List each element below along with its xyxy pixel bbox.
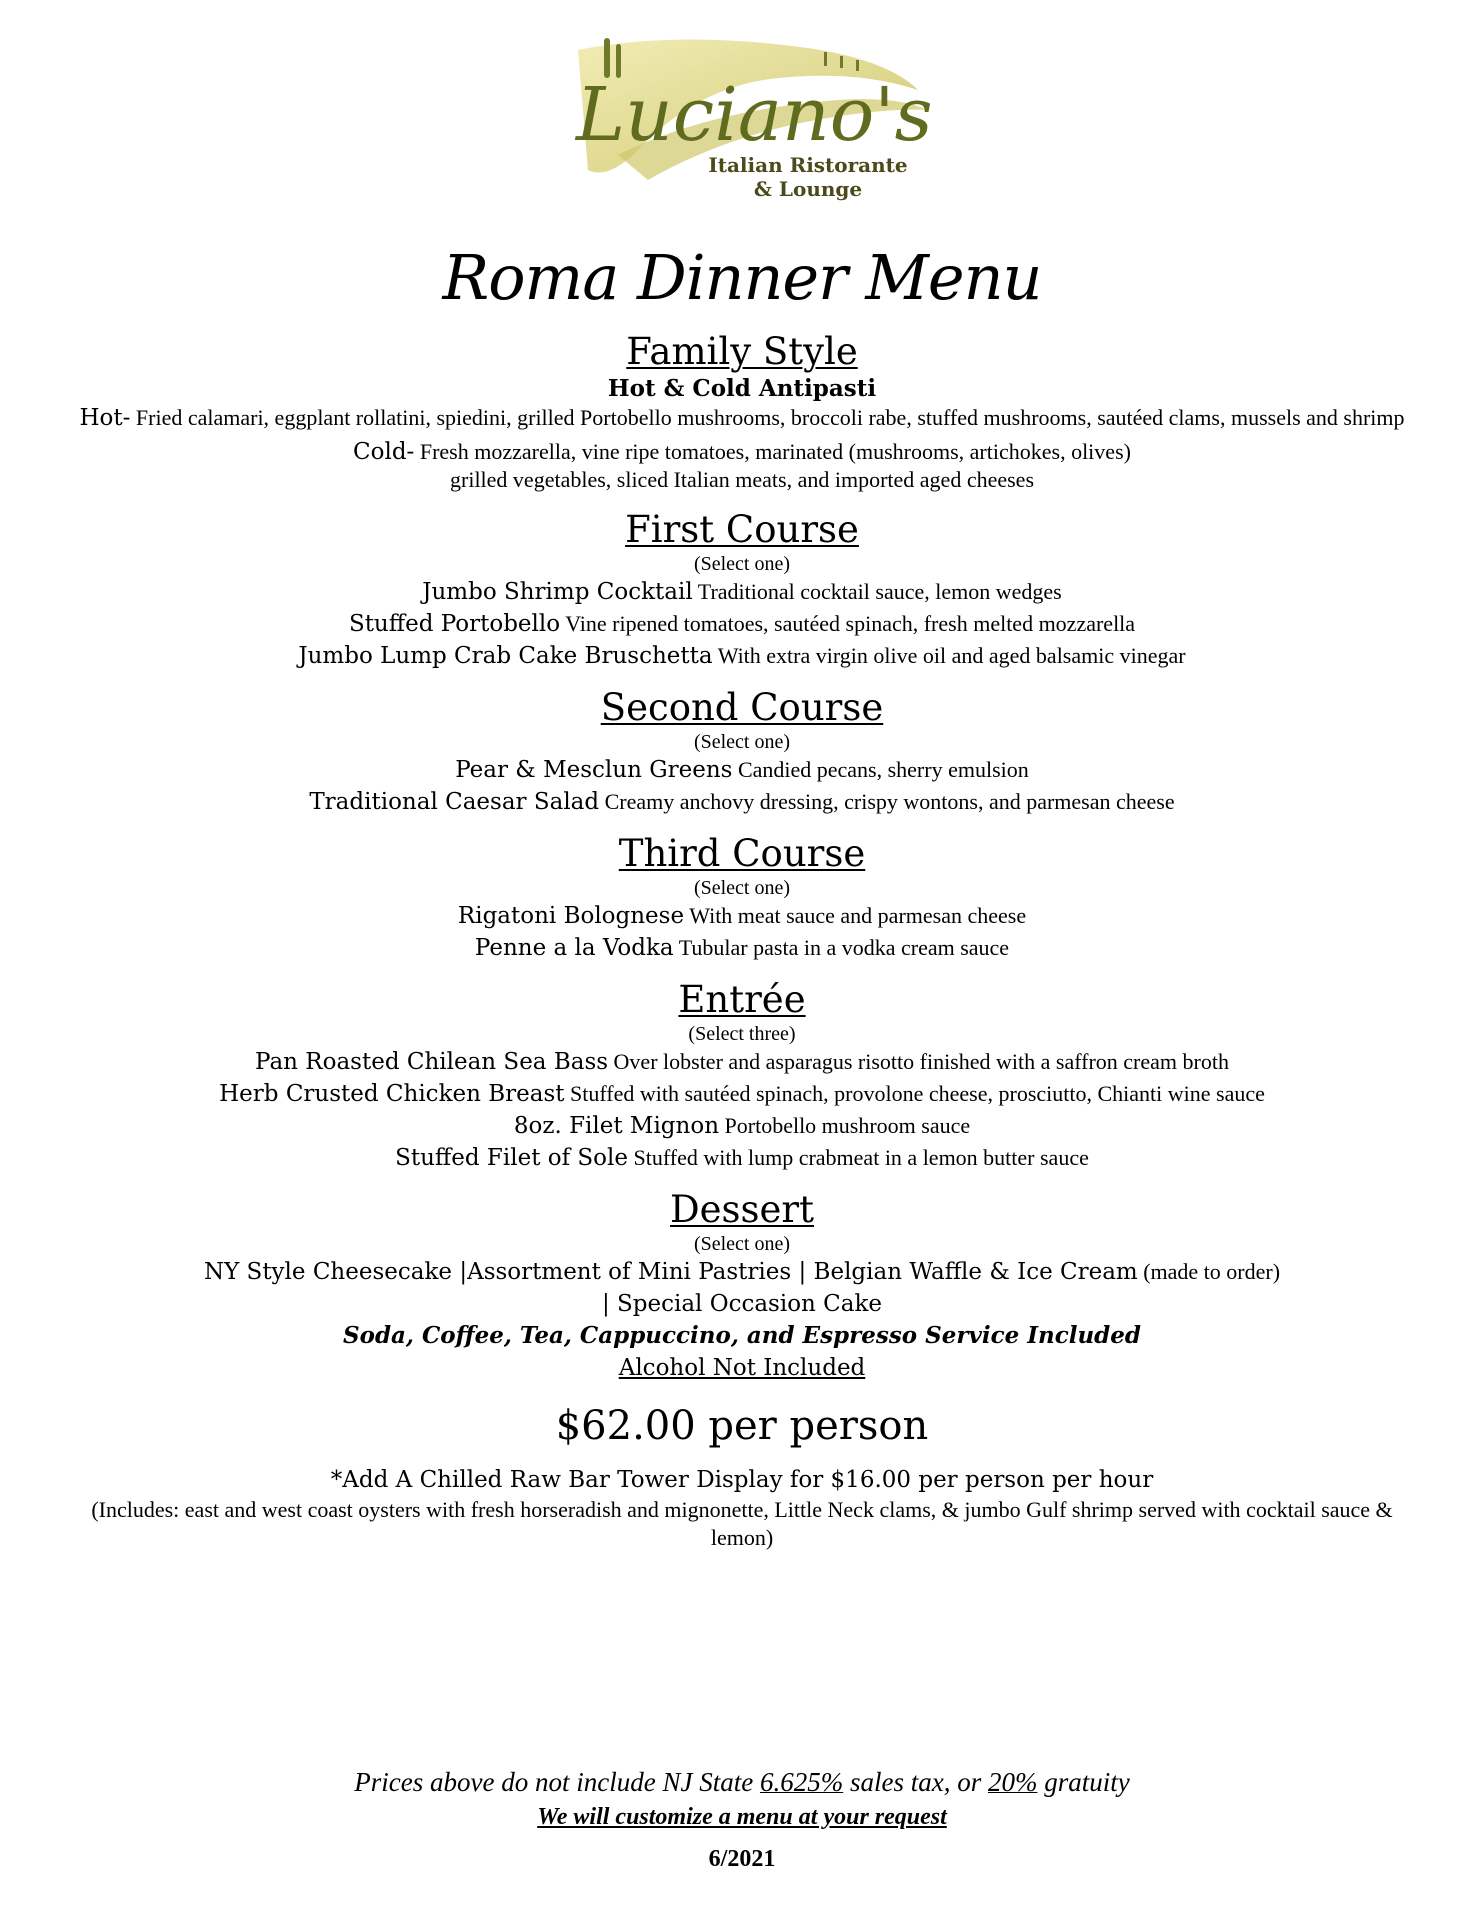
item-desc: With meat sauce and parmesan cheese: [689, 903, 1027, 928]
menu-title: Roma Dinner Menu: [442, 241, 1042, 314]
menu-item: [0, 1110, 1484, 1142]
tax-mid: sales tax, or: [849, 1767, 982, 1797]
item-name: Jumbo Lump Crab Cake Bruschetta: [298, 643, 713, 669]
item-name: Penne a la Vodka: [474, 935, 674, 961]
gratuity-rate: 20%: [987, 1767, 1038, 1797]
dessert-options-list: NY Style Cheesecake |Assortment of Mini Pastries | Belgian Waffle & Ice Cream: [203, 1259, 1138, 1285]
menu-item: [0, 640, 1484, 672]
customize-note: We will customize a menu at your request: [537, 1804, 947, 1830]
second-course-section: [0, 686, 1484, 818]
first-course-select: (Select one): [693, 553, 791, 575]
third-course-heading: Third Course: [618, 832, 866, 875]
alcohol-note: Alcohol Not Included: [618, 1355, 866, 1381]
item-desc: Portobello mushroom sauce: [724, 1113, 971, 1138]
logo-name: Luciano's: [576, 72, 933, 158]
dessert-made-to-order: (made to order): [1143, 1259, 1281, 1284]
menu-item: [0, 576, 1484, 608]
third-course-section: [0, 832, 1484, 964]
cold-antipasti: [0, 438, 1484, 494]
item-desc: With extra virgin olive oil and aged balsamic vinegar: [717, 643, 1186, 668]
tax-post: gratuity: [1044, 1767, 1130, 1797]
menu-item: [0, 754, 1484, 786]
logo-artwork: [558, 30, 938, 208]
menu-item: [0, 608, 1484, 640]
logo-tagline-1: Italian Ristorante: [708, 153, 908, 177]
hot-antipasti: [0, 404, 1484, 432]
first-course-section: [0, 508, 1484, 672]
menu-item: [0, 1078, 1484, 1110]
tax-pre: Prices above do not include NJ State: [354, 1767, 754, 1797]
special-occasion-cake: | Special Occasion Cake: [601, 1291, 883, 1317]
second-course-select: (Select one): [693, 731, 791, 753]
hot-text: Fried calamari, eggplant rollatini, spiedini, grilled Portobello mushrooms, broccoli rabe, stuffed mushrooms, sautéed clams, mussels and shrimp: [135, 405, 1405, 430]
cold-text-2: grilled vegetables, sliced Italian meats, and imported aged cheeses: [450, 467, 1034, 492]
dessert-section: [0, 1188, 1484, 1384]
item-name: Rigatoni Bolognese: [457, 903, 685, 929]
cold-text-1: Fresh mozzarella, vine ripe tomatoes, marinated (mushrooms, artichokes, olives): [419, 439, 1131, 464]
menu-item: [0, 786, 1484, 818]
third-course-select: (Select one): [693, 877, 791, 899]
cold-label: Cold-: [353, 439, 415, 465]
dessert-options-cont: [0, 1288, 1484, 1320]
item-desc: Creamy anchovy dressing, crispy wontons, and parmesan cheese: [604, 789, 1175, 814]
logo-tagline-2: & Lounge: [753, 177, 863, 201]
item-desc: Stuffed with lump crabmeat in a lemon butter sauce: [633, 1145, 1089, 1170]
item-desc: Candied pecans, sherry emulsion: [737, 757, 1029, 782]
family-style-section: [0, 330, 1484, 494]
item-name: Jumbo Shrimp Cocktail: [422, 579, 693, 605]
dessert-heading: Dessert: [670, 1188, 814, 1231]
item-name: 8oz. Filet Mignon: [513, 1113, 720, 1139]
item-name: Stuffed Portobello: [348, 611, 561, 637]
menu-date: 6/2021: [708, 1846, 776, 1872]
item-desc: Vine ripened tomatoes, sautéed spinach, fresh melted mozzarella: [565, 611, 1136, 636]
entree-select: (Select three): [688, 1023, 796, 1045]
dessert-select: (Select one): [693, 1233, 791, 1255]
item-name: Pear & Mesclun Greens: [455, 757, 733, 783]
raw-bar-description: (Includes: east and west coast oysters with fresh horseradish and mignonette, Little Neck clams, & jumbo Gulf shrimp served with cocktail sauce & lemon): [91, 1497, 1393, 1550]
raw-bar-addon: *Add A Chilled Raw Bar Tower Display for $16.00 per person per hour: [330, 1467, 1154, 1493]
family-style-heading: Family Style: [626, 330, 858, 373]
tax-rate: 6.625%: [759, 1767, 844, 1797]
price-per-person: $62.00 per person: [555, 1403, 929, 1449]
item-name: Stuffed Filet of Sole: [395, 1145, 628, 1171]
menu-footer: [0, 1764, 1484, 1876]
item-name: Pan Roasted Chilean Sea Bass: [255, 1049, 609, 1075]
menu-item: [0, 1046, 1484, 1078]
item-desc: Over lobster and asparagus risotto finished with a saffron cream broth: [613, 1049, 1229, 1074]
menu-item: [0, 932, 1484, 964]
entree-section: [0, 978, 1484, 1174]
second-course-heading: Second Course: [600, 686, 884, 729]
item-desc: Traditional cocktail sauce, lemon wedges: [697, 579, 1062, 604]
dessert-options: [0, 1256, 1484, 1288]
menu-item: [0, 1142, 1484, 1174]
menu-content: [0, 330, 1484, 1552]
item-name: Herb Crusted Chicken Breast: [219, 1081, 565, 1107]
beverage-service: Soda, Coffee, Tea, Cappuccino, and Espresso Service Included: [343, 1322, 1141, 1349]
hot-label: Hot-: [79, 405, 131, 431]
restaurant-logo: [558, 30, 938, 208]
tax-notice: [0, 1764, 1484, 1800]
antipasti-subheading: Hot & Cold Antipasti: [607, 375, 877, 402]
first-course-heading: First Course: [625, 508, 859, 551]
item-desc: Stuffed with sautéed spinach, provolone cheese, prosciutto, Chianti wine sauce: [570, 1081, 1265, 1106]
menu-item: [0, 900, 1484, 932]
item-desc: Tubular pasta in a vodka cream sauce: [678, 935, 1010, 960]
entree-heading: Entrée: [678, 978, 806, 1021]
item-name: Traditional Caesar Salad: [309, 789, 600, 815]
